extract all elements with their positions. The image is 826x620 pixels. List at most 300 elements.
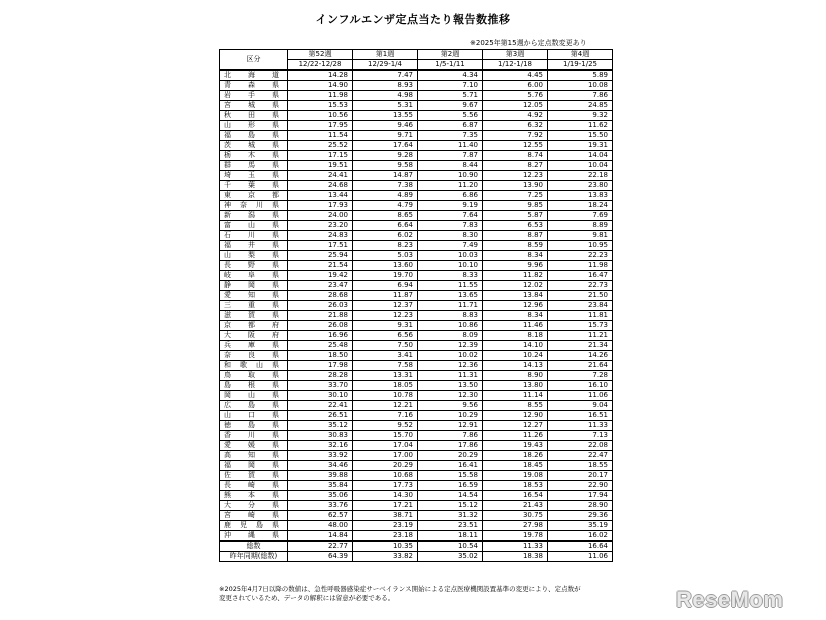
page-title: インフルエンザ定点当たり報告数推移: [315, 13, 511, 26]
report-value: 10.90: [418, 171, 483, 181]
report-value: 5.76: [483, 91, 548, 101]
region-name: 沖縄県: [220, 531, 288, 542]
table-row: [220, 70, 613, 81]
report-value: 20.29: [418, 451, 483, 461]
report-value: 11.82: [483, 271, 548, 281]
report-value: 22.73: [548, 281, 613, 291]
region-name: 岩手県: [220, 91, 288, 101]
report-value: 8.89: [548, 221, 613, 231]
table-row: [220, 91, 613, 101]
report-value: 17.64: [353, 141, 418, 151]
table-row: [220, 111, 613, 121]
report-value: 16.02: [548, 531, 613, 542]
report-value: 22.47: [548, 451, 613, 461]
report-value: 33.92: [288, 451, 353, 461]
report-value: 10.95: [548, 241, 613, 251]
report-value: 13.65: [418, 291, 483, 301]
week-label: 第52週: [288, 50, 353, 60]
table-row: [220, 141, 613, 151]
table-row: [220, 311, 613, 321]
report-value: 17.15: [288, 151, 353, 161]
table-row: [220, 181, 613, 191]
report-value: 10.03: [418, 251, 483, 261]
report-value: 15.12: [418, 501, 483, 511]
report-value: 6.02: [353, 231, 418, 241]
region-name: 岡山県: [220, 391, 288, 401]
report-value: 7.86: [548, 91, 613, 101]
table-row: [220, 481, 613, 491]
table-row: [220, 381, 613, 391]
report-value: 25.52: [288, 141, 353, 151]
report-value: 9.31: [353, 321, 418, 331]
region-name: 兵庫県: [220, 341, 288, 351]
report-value: 21.43: [483, 501, 548, 511]
report-value: 21.88: [288, 311, 353, 321]
report-value: 10.29: [418, 411, 483, 421]
report-value: 38.71: [353, 511, 418, 521]
region-name: 神奈川県: [220, 201, 288, 211]
report-value: 10.35: [353, 541, 418, 552]
report-value: 11.54: [288, 131, 353, 141]
report-value: 8.23: [353, 241, 418, 251]
report-value: 7.16: [353, 411, 418, 421]
report-value: 12.30: [418, 391, 483, 401]
report-value: 17.73: [353, 481, 418, 491]
report-value: 24.68: [288, 181, 353, 191]
report-value: 4.45: [483, 70, 548, 81]
report-value: 23.80: [548, 181, 613, 191]
report-value: 62.57: [288, 511, 353, 521]
report-value: 7.13: [548, 431, 613, 441]
report-value: 16.41: [418, 461, 483, 471]
report-value: 5.03: [353, 251, 418, 261]
report-value: 6.64: [353, 221, 418, 231]
report-value: 8.90: [483, 371, 548, 381]
report-value: 35.19: [548, 521, 613, 531]
report-value: 4.98: [353, 91, 418, 101]
report-value: 4.92: [483, 111, 548, 121]
region-name: 東京都: [220, 191, 288, 201]
report-value: 29.36: [548, 511, 613, 521]
header-row-week: [220, 50, 613, 60]
region-name: 山梨県: [220, 251, 288, 261]
report-value: 15.53: [288, 101, 353, 111]
report-value: 8.65: [353, 211, 418, 221]
report-value: 27.98: [483, 521, 548, 531]
report-value: 10.24: [483, 351, 548, 361]
footnote-line: 変更されているため、データの解釈には留意が必要である。: [219, 594, 395, 602]
region-name: 北海道: [220, 70, 288, 81]
report-value: 11.06: [548, 391, 613, 401]
report-value: 18.45: [483, 461, 548, 471]
report-value: 11.81: [548, 311, 613, 321]
report-value: 14.90: [288, 81, 353, 91]
report-value: 9.67: [418, 101, 483, 111]
report-value: 24.83: [288, 231, 353, 241]
report-value: 23.51: [418, 521, 483, 531]
report-value: 9.96: [483, 261, 548, 271]
report-value: 7.25: [483, 191, 548, 201]
report-value: 10.04: [548, 161, 613, 171]
report-value: 28.68: [288, 291, 353, 301]
report-value: 9.46: [353, 121, 418, 131]
region-name: 石川県: [220, 231, 288, 241]
report-value: 11.40: [418, 141, 483, 151]
region-name: 茨城県: [220, 141, 288, 151]
table-row: [220, 121, 613, 131]
report-value: 25.94: [288, 251, 353, 261]
report-value: 14.84: [288, 531, 353, 542]
table-row: [220, 271, 613, 281]
report-value: 7.28: [548, 371, 613, 381]
report-value: 11.71: [418, 301, 483, 311]
report-value: 17.95: [288, 121, 353, 131]
report-value: 17.86: [418, 441, 483, 451]
report-value: 35.12: [288, 421, 353, 431]
report-value: 34.46: [288, 461, 353, 471]
report-value: 18.50: [288, 351, 353, 361]
report-value: 7.64: [418, 211, 483, 221]
report-value: 14.10: [483, 341, 548, 351]
report-value: 18.26: [483, 451, 548, 461]
report-value: 13.60: [353, 261, 418, 271]
report-value: 5.56: [418, 111, 483, 121]
week-label: 第2週: [418, 50, 483, 60]
report-value: 30.83: [288, 431, 353, 441]
report-value: 7.35: [418, 131, 483, 141]
report-value: 10.54: [418, 541, 483, 552]
report-value: 7.83: [418, 221, 483, 231]
region-name: 山口県: [220, 411, 288, 421]
report-value: 11.87: [353, 291, 418, 301]
last-year-row: [220, 552, 613, 562]
report-value: 21.64: [548, 361, 613, 371]
report-value: 6.56: [353, 331, 418, 341]
report-value: 6.94: [353, 281, 418, 291]
table-row: [220, 511, 613, 521]
report-value: 19.78: [483, 531, 548, 542]
report-value: 8.44: [418, 161, 483, 171]
report-value: 23.18: [353, 531, 418, 542]
report-value: 14.26: [548, 351, 613, 361]
report-value: 14.30: [353, 491, 418, 501]
report-value: 9.58: [353, 161, 418, 171]
region-name: 栃木県: [220, 151, 288, 161]
table-row: [220, 81, 613, 91]
report-value: 24.85: [548, 101, 613, 111]
report-value: 13.31: [353, 371, 418, 381]
report-value: 8.33: [418, 271, 483, 281]
report-value: 9.56: [418, 401, 483, 411]
table-row: [220, 451, 613, 461]
region-name: 大分県: [220, 501, 288, 511]
report-value: 16.47: [548, 271, 613, 281]
report-value: 25.48: [288, 341, 353, 351]
table-row: [220, 281, 613, 291]
report-value: 7.69: [548, 211, 613, 221]
report-value: 35.02: [418, 552, 483, 562]
report-value: 26.08: [288, 321, 353, 331]
report-value: 8.30: [418, 231, 483, 241]
report-value: 9.81: [548, 231, 613, 241]
table-row: [220, 521, 613, 531]
region-name: 鹿児島県: [220, 521, 288, 531]
report-value: 17.94: [548, 491, 613, 501]
report-value: 14.87: [353, 171, 418, 181]
report-value: 16.64: [548, 541, 613, 552]
report-value: 21.54: [288, 261, 353, 271]
report-value: 8.93: [353, 81, 418, 91]
report-value: 33.76: [288, 501, 353, 511]
report-value: 12.91: [418, 421, 483, 431]
report-value: 6.32: [483, 121, 548, 131]
influenza-table: [219, 49, 613, 562]
report-value: 30.75: [483, 511, 548, 521]
report-value: 11.33: [483, 541, 548, 552]
table-row: [220, 151, 613, 161]
region-name: 京都府: [220, 321, 288, 331]
report-value: 15.58: [418, 471, 483, 481]
region-name: 新潟県: [220, 211, 288, 221]
report-value: 9.19: [418, 201, 483, 211]
table-row: [220, 201, 613, 211]
region-name: 千葉県: [220, 181, 288, 191]
report-value: 8.74: [483, 151, 548, 161]
report-value: 12.23: [353, 311, 418, 321]
report-value: 21.50: [548, 291, 613, 301]
table-row: [220, 351, 613, 361]
report-value: 12.39: [418, 341, 483, 351]
week-label: 第3週: [483, 50, 548, 60]
table-row: [220, 501, 613, 511]
report-value: 7.86: [418, 431, 483, 441]
report-value: 12.05: [483, 101, 548, 111]
report-value: 16.10: [548, 381, 613, 391]
report-value: 11.21: [548, 331, 613, 341]
report-value: 35.06: [288, 491, 353, 501]
report-value: 8.34: [483, 311, 548, 321]
report-value: 12.21: [353, 401, 418, 411]
region-name: 青森県: [220, 81, 288, 91]
region-name: 愛知県: [220, 291, 288, 301]
report-value: 35.84: [288, 481, 353, 491]
report-value: 8.09: [418, 331, 483, 341]
report-value: 64.39: [288, 552, 353, 562]
table-row: [220, 341, 613, 351]
region-name: 宮城県: [220, 101, 288, 111]
table-row: [220, 131, 613, 141]
report-value: 14.54: [418, 491, 483, 501]
report-value: 15.50: [548, 131, 613, 141]
report-value: 13.44: [288, 191, 353, 201]
report-value: 15.73: [548, 321, 613, 331]
report-value: 19.42: [288, 271, 353, 281]
top-note: ※2025年第15週から定点数変更あり: [470, 39, 587, 47]
region-name: 埼玉県: [220, 171, 288, 181]
report-value: 9.28: [353, 151, 418, 161]
report-value: 11.20: [418, 181, 483, 191]
report-value: 8.59: [483, 241, 548, 251]
report-value: 19.31: [548, 141, 613, 151]
report-value: 28.90: [548, 501, 613, 511]
report-value: 12.27: [483, 421, 548, 431]
report-value: 16.54: [483, 491, 548, 501]
report-value: 11.26: [483, 431, 548, 441]
region-name: 熊本県: [220, 491, 288, 501]
week-range: 1/12-1/18: [483, 60, 548, 71]
report-value: 17.04: [353, 441, 418, 451]
table-row: [220, 251, 613, 261]
report-value: 5.31: [353, 101, 418, 111]
report-value: 24.41: [288, 171, 353, 181]
region-name: 総数: [220, 541, 288, 552]
region-name: 福岡県: [220, 461, 288, 471]
region-name: 長崎県: [220, 481, 288, 491]
report-value: 12.96: [483, 301, 548, 311]
region-name: 和歌山県: [220, 361, 288, 371]
report-value: 7.38: [353, 181, 418, 191]
region-name: 宮崎県: [220, 511, 288, 521]
report-value: 10.86: [418, 321, 483, 331]
report-value: 6.53: [483, 221, 548, 231]
report-value: 12.36: [418, 361, 483, 371]
week-range: 12/29-1/4: [353, 60, 418, 71]
report-value: 12.55: [483, 141, 548, 151]
report-value: 19.51: [288, 161, 353, 171]
report-value: 33.70: [288, 381, 353, 391]
report-value: 22.23: [548, 251, 613, 261]
region-name: 福井県: [220, 241, 288, 251]
report-value: 11.31: [418, 371, 483, 381]
region-name: 香川県: [220, 431, 288, 441]
report-value: 31.32: [418, 511, 483, 521]
table-row: [220, 211, 613, 221]
table-row: [220, 401, 613, 411]
region-name: 岐阜県: [220, 271, 288, 281]
report-value: 11.98: [288, 91, 353, 101]
report-value: 23.19: [353, 521, 418, 531]
table-row: [220, 171, 613, 181]
region-name: 高知県: [220, 451, 288, 461]
table-body: [220, 70, 613, 562]
report-value: 22.18: [548, 171, 613, 181]
report-value: 18.55: [548, 461, 613, 471]
report-value: 10.68: [353, 471, 418, 481]
region-name: 群馬県: [220, 161, 288, 171]
report-value: 9.32: [548, 111, 613, 121]
table-row: [220, 531, 613, 542]
report-value: 23.84: [548, 301, 613, 311]
table-row: [220, 411, 613, 421]
week-range: 1/19-1/25: [548, 60, 613, 71]
report-value: 15.70: [353, 431, 418, 441]
report-value: 17.93: [288, 201, 353, 211]
report-value: 17.98: [288, 361, 353, 371]
table-row: [220, 231, 613, 241]
region-name: 三重県: [220, 301, 288, 311]
report-value: 18.53: [483, 481, 548, 491]
report-value: 4.79: [353, 201, 418, 211]
report-value: 14.13: [483, 361, 548, 371]
week-range: 1/5-1/11: [418, 60, 483, 71]
total-row: [220, 541, 613, 552]
report-value: 11.06: [548, 552, 613, 562]
week-label: 第4週: [548, 50, 613, 60]
report-value: 12.37: [353, 301, 418, 311]
report-value: 11.33: [548, 421, 613, 431]
report-value: 21.34: [548, 341, 613, 351]
table-row: [220, 431, 613, 441]
report-value: 7.47: [353, 70, 418, 81]
region-name: 鳥取県: [220, 371, 288, 381]
resemom-logo: ReseMom: [676, 587, 784, 612]
table-row: [220, 301, 613, 311]
report-value: 18.24: [548, 201, 613, 211]
report-value: 7.92: [483, 131, 548, 141]
footnote: [219, 585, 619, 603]
region-name: 福島県: [220, 131, 288, 141]
region-name: 徳島県: [220, 421, 288, 431]
table-row: [220, 161, 613, 171]
table-row: [220, 221, 613, 231]
report-value: 39.88: [288, 471, 353, 481]
table-row: [220, 421, 613, 431]
table-row: [220, 321, 613, 331]
report-value: 28.28: [288, 371, 353, 381]
report-value: 18.05: [353, 381, 418, 391]
table-row: [220, 441, 613, 451]
report-value: 10.08: [548, 81, 613, 91]
region-name: 佐賀県: [220, 471, 288, 481]
report-value: 7.50: [353, 341, 418, 351]
table-row: [220, 331, 613, 341]
region-name: 島根県: [220, 381, 288, 391]
report-value: 22.08: [548, 441, 613, 451]
report-value: 17.51: [288, 241, 353, 251]
report-value: 13.50: [418, 381, 483, 391]
report-value: 5.71: [418, 91, 483, 101]
region-name: 長野県: [220, 261, 288, 271]
report-value: 9.52: [353, 421, 418, 431]
report-value: 23.47: [288, 281, 353, 291]
report-value: 6.87: [418, 121, 483, 131]
report-value: 7.10: [418, 81, 483, 91]
report-value: 16.59: [418, 481, 483, 491]
report-value: 6.00: [483, 81, 548, 91]
report-value: 8.87: [483, 231, 548, 241]
report-value: 8.18: [483, 331, 548, 341]
table-row: [220, 361, 613, 371]
report-value: 20.29: [353, 461, 418, 471]
report-value: 18.38: [483, 552, 548, 562]
report-value: 8.55: [483, 401, 548, 411]
report-value: 19.08: [483, 471, 548, 481]
report-value: 13.80: [483, 381, 548, 391]
report-value: 12.02: [483, 281, 548, 291]
report-value: 32.16: [288, 441, 353, 451]
report-value: 12.23: [483, 171, 548, 181]
report-value: 23.20: [288, 221, 353, 231]
region-name: 秋田県: [220, 111, 288, 121]
table-row: [220, 371, 613, 381]
report-value: 5.89: [548, 70, 613, 81]
report-value: 10.78: [353, 391, 418, 401]
report-value: 10.10: [418, 261, 483, 271]
report-value: 13.90: [483, 181, 548, 191]
report-value: 13.84: [483, 291, 548, 301]
report-value: 11.46: [483, 321, 548, 331]
table-row: [220, 291, 613, 301]
